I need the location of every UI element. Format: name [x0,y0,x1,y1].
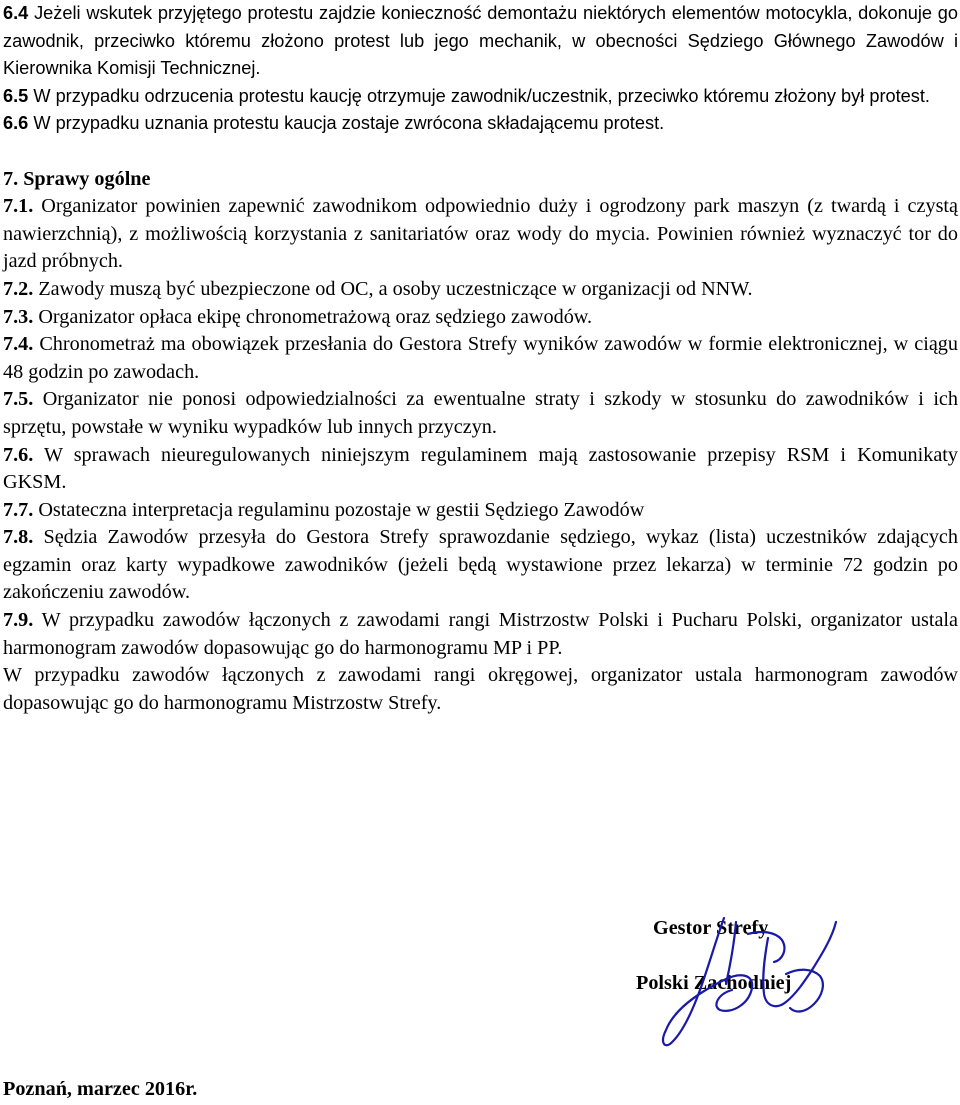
blank-line [3,138,958,166]
section-number: 7.1. [3,195,34,218]
section-text: W przypadku zawodów łączonych z zawodami rangi Mistrzostw Polski i Pucharu Polski, organizator ustala harmonogram zawodów dopasowując go do harmonogramu MP i PP. [3,609,958,659]
section-text: W przypadku uznania protestu kaucja zostaje zwrócona składającemu protest. [28,113,665,134]
signatory-title-line1: Gestor Strefy [653,917,769,939]
section-number: 6.5 [3,85,29,106]
section-7-5 [3,386,958,441]
section-text: W przypadku odrzucenia protestu kaucję otrzymuje zawodnik/uczestnik, przeciwko któremu złożony był protest. [28,85,930,106]
place-and-date: Poznań, marzec 2016r. [3,1078,198,1100]
section-7-6 [3,442,958,497]
section-7-2 [3,276,958,304]
section-6-6 [3,110,958,138]
section-7-1 [3,193,958,276]
section-text: Ostateczna interpretacja regulaminu pozostaje w gestii Sędziego Zawodów [33,498,645,521]
section-number: 7.2. [3,277,34,300]
heading-section-7: 7. Sprawy ogólne [3,167,151,190]
section-7-4 [3,331,958,386]
section-number: 7.9. [3,609,34,632]
section-7-3 [3,304,958,332]
section-text: Organizator nie ponosi odpowiedzialności za ewentualne straty i szkody w stosunku do zawodników i ich sprzętu, powstałe w wyniku wypadków lub innych przyczyn. [3,388,958,438]
section-text: Sędzia Zawodów przesyła do Gestora Strefy sprawozdanie sędziego, wykaz (lista) uczestników zdających egzamin oraz karty wypadkowe zawodników (jeżeli będą wystawione przez lekarza) w terminie 72 godzin po zakończeniu zawodów. [3,526,958,604]
section-6-5 [3,83,958,111]
document-page [3,0,958,717]
signature-block [636,910,856,1050]
section-text: Organizator opłaca ekipę chronometrażową oraz sędziego zawodów. [33,305,593,328]
section-7-7 [3,497,958,525]
section-7-9 [3,607,958,662]
section-6-4 [3,0,958,83]
section-number: 7.6. [3,443,34,466]
section-text: Organizator powinien zapewnić zawodnikom odpowiednio duży i ogrodzony park maszyn (z twardą i czystą nawierzchnią), z możliwością korzystania z sanitariatów oraz wody do mycia. Powinien również wyznaczyć tor do jazd próbnych. [3,195,958,273]
section-number: 6.4 [3,3,29,23]
section-number: 7.4. [3,333,34,356]
section-text: Zawody muszą być ubezpieczone od OC, a osoby uczestniczące w organizacji od NNW. [33,277,753,300]
section-text: W sprawach nieuregulowanych niniejszym regulaminem mają zastosowanie przepisy RSM i Komunikaty GKSM. [3,443,958,494]
section-text: Jeżeli wskutek przyjętego protestu zajdzie konieczność demontażu niektórych elementów motocykla, dokonuje go zawodnik, przeciwko któremu złożono protest lub jego mechanik, w obecności Sędziego Głównego Zawodów i Kierownika Komisji Technicznej. [3,3,958,79]
section-number: 7.3. [3,305,34,328]
section-text: Chronometraż ma obowiązek przesłania do Gestora Strefy wyników zawodów w formie elektronicznej, w ciągu 48 godzin po zawodach. [3,333,958,383]
section-7-8 [3,524,958,607]
handwritten-signature [636,910,856,1050]
section-number: 7.5. [3,388,34,411]
section-number: 7.7. [3,498,34,521]
section-number: 7.8. [3,526,34,549]
signatory-title-line2: Polski Zachodniej [636,972,792,994]
section-7-9-continued: W przypadku zawodów łączonych z zawodami rangi okręgowej, organizator ustala harmonogram zawodów dopasowując go do harmonogramu Mistrzostw Strefy. [3,664,958,714]
section-number: 6.6 [3,113,29,134]
